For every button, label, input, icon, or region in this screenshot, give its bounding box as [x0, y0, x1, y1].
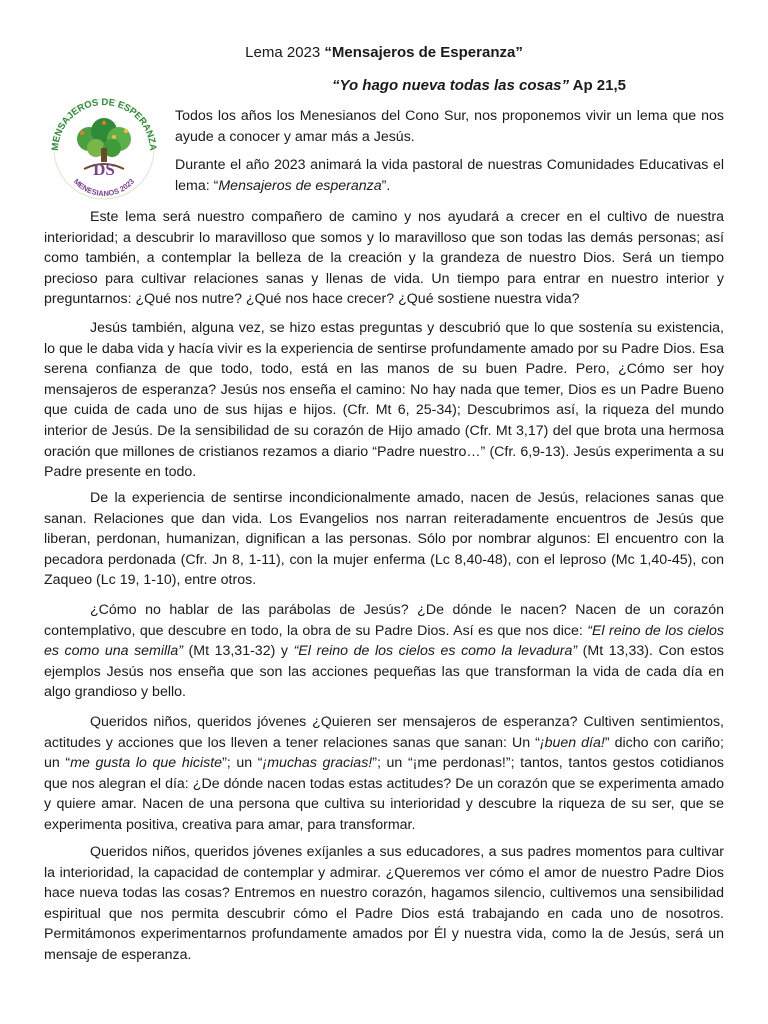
- paragraph-ninos: Queridos niños, queridos jóvenes ¿Quieren ser mensajeros de esperanza? Cultiven sentimientos, actitudes y acciones que los lleven a tener relaciones sanas que sanan: Un “¡buen día!” dicho con cariño; un “me gusta lo que hiciste”; un “¡muchas gracias!”; un “¡me perdonas!”; tantos, tantos gestos cotidianos que nos alegran el día: ¿De dónde nacen todas estas actitudes? De un corazón que se experimenta amado y quiere amar. Nacen de una persona que cultiva su interioridad y descubre la riqueza de su ser, que se experimenta positiva, creativa para amar, para transformar.: [44, 714, 724, 833]
- quote-text: “Yo hago nueva todas las cosas”: [332, 77, 570, 94]
- mensajeros-logo: [44, 93, 164, 201]
- quote-ref: Ap 21,5: [569, 77, 626, 94]
- paragraph-relaciones: De la experiencia de sentirse incondicionalmente amado, nacen de Jesús, relaciones sanas que sanan. Relaciones que dan vida. Los Evangelios nos narran reiteradamente encuentros de Jesús que liberan, perdonan, humanizan, dignifican a las personas. Sólo por nombrar algunos: El encuentro con la pecadora perdonada (Cfr. Jn 8, 1-11), con la mujer enferma (Lc 8,40-48), con el leproso (Mc 1,40-45), con Zaqueo (Lc 19, 1-10), entre otros.: [44, 490, 724, 589]
- paragraph-exigir: Queridos niños, queridos jóvenes exíjanles a sus educadores, a sus padres momentos para cultivar la interioridad, la capacidad de contemplar y admirar. ¿Queremos ver cómo el amor de nuestro Padre Dios hace nueva todas las cosas? Entremos en nuestro corazón, hagamos silencio, cultivemos una sensibilidad espiritual que nos permita descubrir cómo el Padre Dios está trabajando en cada uno de nosotros. Permitámonos experimentarnos profundamente amados por Él y nuestra vida, como la de Jesús, será un mensaje de esperanza.: [44, 844, 724, 963]
- logo-monogram: DS: [93, 160, 115, 179]
- lema-name: “Mensajeros de Esperanza”: [324, 44, 523, 61]
- logo-bottom-text: MENESIANOS 2023: [71, 176, 137, 199]
- bible-quote: [332, 77, 626, 94]
- logo-top-text: MENSAJEROS DE ESPERANZA: [49, 96, 159, 152]
- intro-paragraph-2: Durante el año 2023 animará la vida pastoral de nuestras Comunidades Educativas el lema: “Mensajeros de esperanza”.: [175, 157, 724, 194]
- paragraph-parabolas: ¿Cómo no hablar de las parábolas de Jesús? ¿De dónde le nacen? Nacen de un corazón contemplativo, que descubre en todo, la obra de su Padre Dios. Así es que nos dice: “El reino de los cielos es como una semilla” (Mt 13,31-32) y “El reino de los cielos es como la levadura” (Mt 13,33). Con estos ejemplos Jesús nos enseña que son las acciones pequeñas las que transforman la vida de cada día en algo grandioso y bello.: [44, 602, 725, 701]
- paragraph-jesus: Jesús también, alguna vez, se hizo estas preguntas y descubrió que lo que sostenía su existencia, lo que le daba vida y hacía vivir es la experiencia de sentirse profundamente amado por su Padre Dios. Esa serena confianza de que todo, todo, está en las manos de su buen Padre. Pero, ¿Cómo ser hoy mensajeros de esperanza? Jesús nos enseña el camino: No hay nada que temer, Dios es un Padre Bueno que cuida de cada uno de sus hijas e hijos. (Cfr. Mt 6, 25-34); Descubrimos así, la riqueza del mundo interior de Jesús. De la sensibilidad de su corazón de Hijo amado (Cfr. Mt 3,17) del que brota una hermosa oración que millones de cristianos rezamos a diario “Padre nuestro…” (Cfr. 6,9-13). Jesús experimenta a su Padre presente en todo.: [44, 320, 724, 481]
- lema-title: [0, 44, 768, 61]
- paragraph-lema: Este lema será nuestro compañero de camino y nos ayudará a crecer en el cultivo de nuestra interioridad; a descubrir lo maravilloso que somos y lo maravilloso que son todas las demás personas; así como también, a contemplar la belleza de la creación y la grandeza de nuestro Dios. Será un tiempo precioso para cultivar relaciones sanas y llenas de vida. Un tiempo para entrar en nuestro interior y preguntarnos: ¿Qué nos nutre? ¿Qué nos hace crecer? ¿Qué sostiene nuestra vida?: [44, 209, 724, 308]
- intro-paragraph-1: Todos los años los Menesianos del Cono Sur, nos proponemos vivir un lema que nos ayude a conocer y amar más a Jesús.: [175, 108, 724, 145]
- lema-prefix: Lema 2023: [245, 44, 325, 61]
